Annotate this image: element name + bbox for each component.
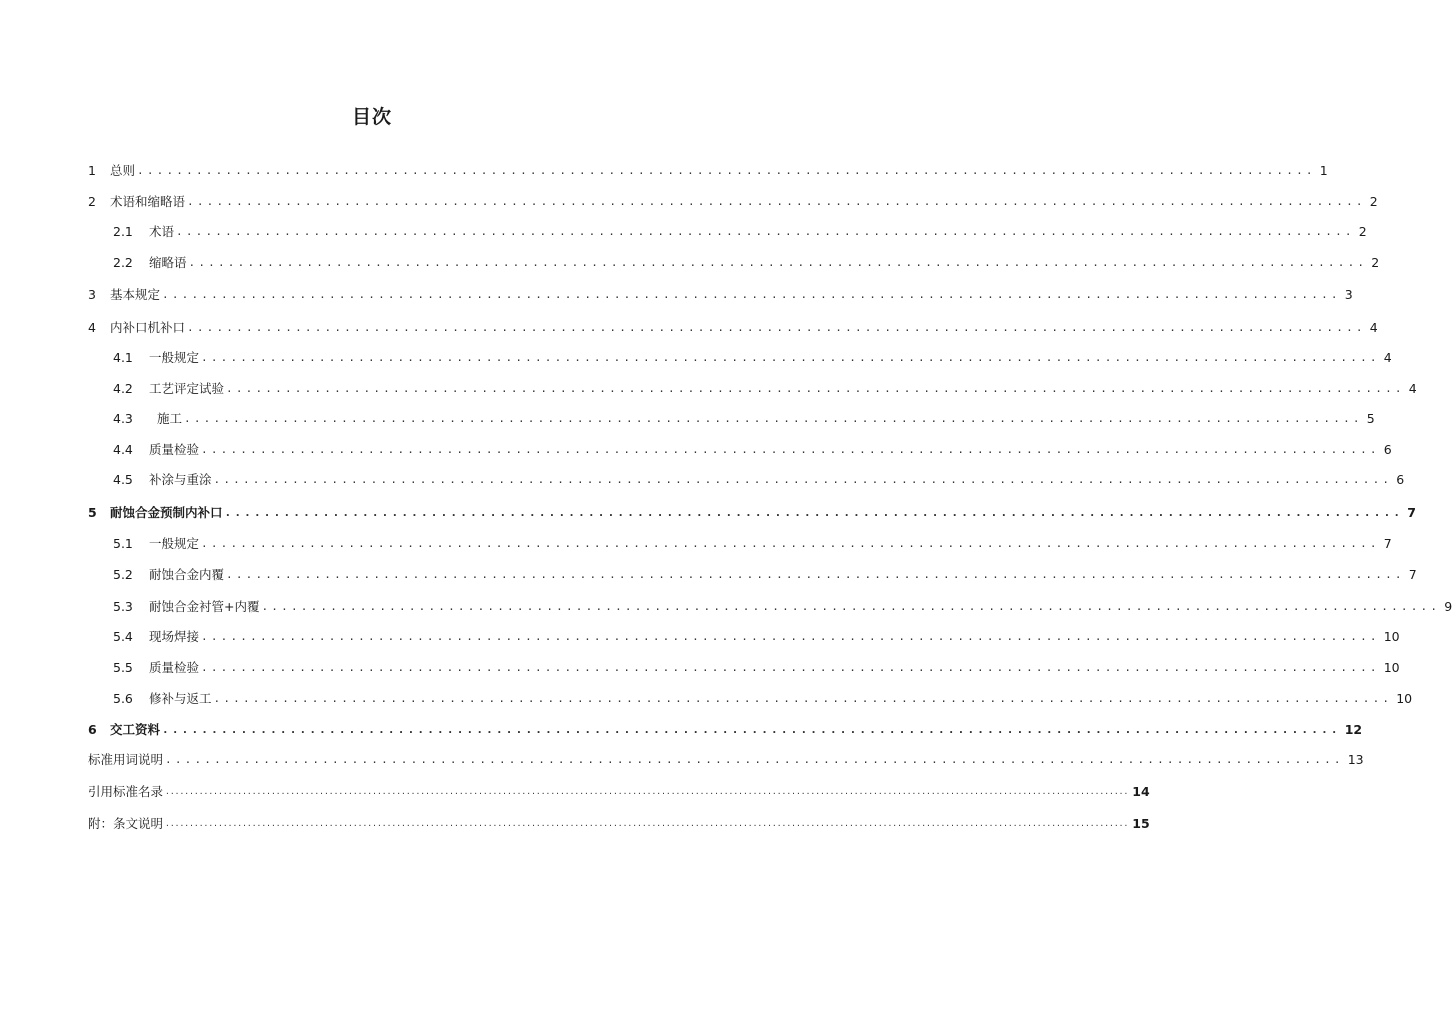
toc-dot-leader: ........................................................................................................................ (213, 691, 1393, 705)
toc-entry-page-number: 10 (1396, 690, 1413, 706)
toc-entry-number: 4.5 (113, 471, 133, 487)
toc-dot-leader: ........................................................................................................................ (201, 536, 1380, 550)
toc-entry-page-number: 7 (1407, 504, 1416, 520)
toc-dot-leader: ........................................................................................................................ (226, 567, 1405, 581)
toc-entry[interactable] (113, 439, 1392, 459)
toc-entry-label: 基本规定 (110, 287, 161, 302)
toc-entry[interactable] (113, 596, 1452, 616)
toc-entry[interactable] (113, 469, 1405, 489)
toc-entry-label: 工艺评定试验 (149, 381, 225, 396)
toc-entry-label: 补涂与重涂 (149, 472, 212, 487)
toc-entry[interactable] (88, 813, 1150, 833)
toc-dot-leader: ........................................................................................................................ (176, 224, 1355, 238)
toc-entry-label: 质量检验 (149, 442, 200, 457)
toc-entry-label: 质量检验 (149, 660, 200, 675)
toc-entry[interactable] (113, 533, 1392, 553)
toc-dot-leader: ........................................................................................................................ (201, 442, 1380, 456)
toc-entry-label: 现场焊接 (149, 629, 200, 644)
toc-dot-leader: ........................................................................................................................ (226, 381, 1405, 395)
toc-entry-number: 2 (88, 193, 96, 209)
toc-entry-page-number: 7 (1408, 566, 1417, 582)
toc-entry-number: 4.4 (113, 441, 133, 457)
toc-entry-label: 术语和缩略语 (110, 194, 186, 209)
toc-dot-leader: ........................................................................................................................ (137, 163, 1316, 177)
toc-entry-label: 耐蚀合金预制内补口 (110, 505, 223, 520)
toc-dot-leader: ........................................................................................................................ (188, 255, 1368, 269)
toc-entry-number: 5.6 (113, 690, 133, 706)
toc-title: 目次 (351, 106, 392, 128)
toc-entry-page-number: 6 (1383, 441, 1392, 457)
toc-entry-page-number: 10 (1383, 659, 1400, 675)
toc-dot-leader: ........................................................................................................................ (201, 350, 1380, 364)
toc-entry[interactable] (88, 502, 1416, 522)
toc-entry-number: 6 (88, 721, 97, 737)
toc-entry-page-number: 3 (1344, 286, 1353, 302)
toc-entry[interactable] (113, 378, 1417, 398)
toc-dot-leader: ........................................................................................................................ (201, 629, 1380, 643)
toc-entry-number: 4.3 (113, 410, 133, 426)
toc-dot-leader: ........................................................................................................................ (213, 472, 1393, 486)
toc-entry-label: 耐蚀合金内覆 (149, 567, 225, 582)
toc-entry-page-number: 4 (1383, 349, 1392, 365)
toc-entry[interactable] (88, 719, 1363, 739)
toc-entry-page-number: 5 (1366, 410, 1375, 426)
toc-entry[interactable] (113, 657, 1400, 677)
toc-entry[interactable] (113, 408, 1375, 428)
toc-entry-page-number: 13 (1347, 751, 1364, 767)
toc-entry-number: 1 (88, 162, 96, 178)
toc-dot-leader: ........................................................................................................................ (201, 660, 1380, 674)
toc-entry[interactable] (88, 284, 1353, 304)
toc-entry-label: 术语 (149, 224, 175, 239)
toc-entry-number: 5.1 (113, 535, 133, 551)
toc-entry-number: 2.2 (113, 254, 133, 270)
toc-entry-label: 一般规定 (149, 536, 200, 551)
toc-entry-number: 4.1 (113, 349, 133, 365)
toc-entry-number: 5.2 (113, 566, 133, 582)
toc-entry-page-number: 4 (1369, 319, 1378, 335)
toc-entry-number: 5.5 (113, 659, 133, 675)
toc-entry-number: 5 (88, 504, 97, 520)
toc-entry-number: 4.2 (113, 380, 133, 396)
toc-entry-page-number: 4 (1408, 380, 1417, 396)
toc-entry-label: 总则 (110, 163, 136, 178)
toc-dot-leader: ........................................................................................................................ (184, 411, 1363, 425)
toc-entry-page-number: 9 (1444, 598, 1452, 614)
toc-entry-number: 5.3 (113, 598, 133, 614)
toc-entry-page-number: 7 (1383, 535, 1392, 551)
toc-entry[interactable] (113, 252, 1380, 272)
toc-entry-number: 2.1 (113, 223, 133, 239)
toc-dot-leader: ........................................................................................................................ (187, 194, 1366, 208)
toc-entry-page-number: 1 (1319, 162, 1328, 178)
toc-dot-leader: ........................................................................................................................ (165, 752, 1344, 766)
toc-entry-page-number: 12 (1344, 721, 1363, 737)
toc-entry-label: 施工 (157, 411, 183, 426)
toc-dot-leader: ........................................................................................................................ (224, 505, 1404, 519)
toc-dot-leader: ........................................................................................................................ (187, 320, 1366, 334)
toc-dot-leader: ........................................................................................................................ (162, 287, 1341, 301)
toc-entry-page-number: 14 (1132, 783, 1150, 799)
toc-entry-label: 耐蚀合金衬管+内覆 (149, 599, 260, 614)
toc-entry-page-number: 2 (1371, 254, 1380, 270)
toc-entry-label: 附：条文说明 (88, 816, 164, 831)
toc-entry[interactable] (113, 626, 1400, 646)
toc-entry[interactable] (88, 781, 1150, 801)
toc-dot-leader: ........................................................................................................................................................................................................ (165, 818, 1129, 828)
toc-entry-page-number: 10 (1383, 628, 1400, 644)
toc-entry-label: 缩略语 (149, 255, 187, 270)
toc-entry-label: 内补口机补口 (110, 320, 186, 335)
toc-entry-number: 5.4 (113, 628, 133, 644)
toc-entry[interactable] (88, 749, 1364, 769)
toc-entry[interactable] (113, 688, 1413, 708)
toc-dot-leader: ........................................................................................................................................................................................................ (165, 786, 1129, 796)
toc-entry-number: 4 (88, 319, 96, 335)
toc-entry[interactable] (88, 317, 1378, 337)
toc-entry[interactable] (113, 564, 1417, 584)
toc-entry[interactable] (88, 191, 1378, 211)
toc-entry-label: 交工资料 (110, 722, 161, 737)
toc-entry-page-number: 15 (1132, 815, 1150, 831)
toc-entry-label: 修补与返工 (149, 691, 212, 706)
toc-entry-label: 一般规定 (149, 350, 200, 365)
toc-entry-label: 标准用词说明 (88, 752, 164, 767)
toc-entry-number: 3 (88, 286, 96, 302)
toc-entry[interactable] (113, 347, 1392, 367)
toc-dot-leader: ........................................................................................................................ (261, 599, 1441, 613)
toc-dot-leader: ........................................................................................................................ (162, 722, 1341, 736)
toc-entry-label: 引用标准名录 (88, 784, 164, 799)
toc-entry-page-number: 2 (1369, 193, 1378, 209)
toc-entry-page-number: 2 (1358, 223, 1367, 239)
toc-entry[interactable] (113, 221, 1367, 241)
toc-entry-page-number: 6 (1396, 471, 1405, 487)
toc-entry[interactable] (88, 160, 1328, 180)
